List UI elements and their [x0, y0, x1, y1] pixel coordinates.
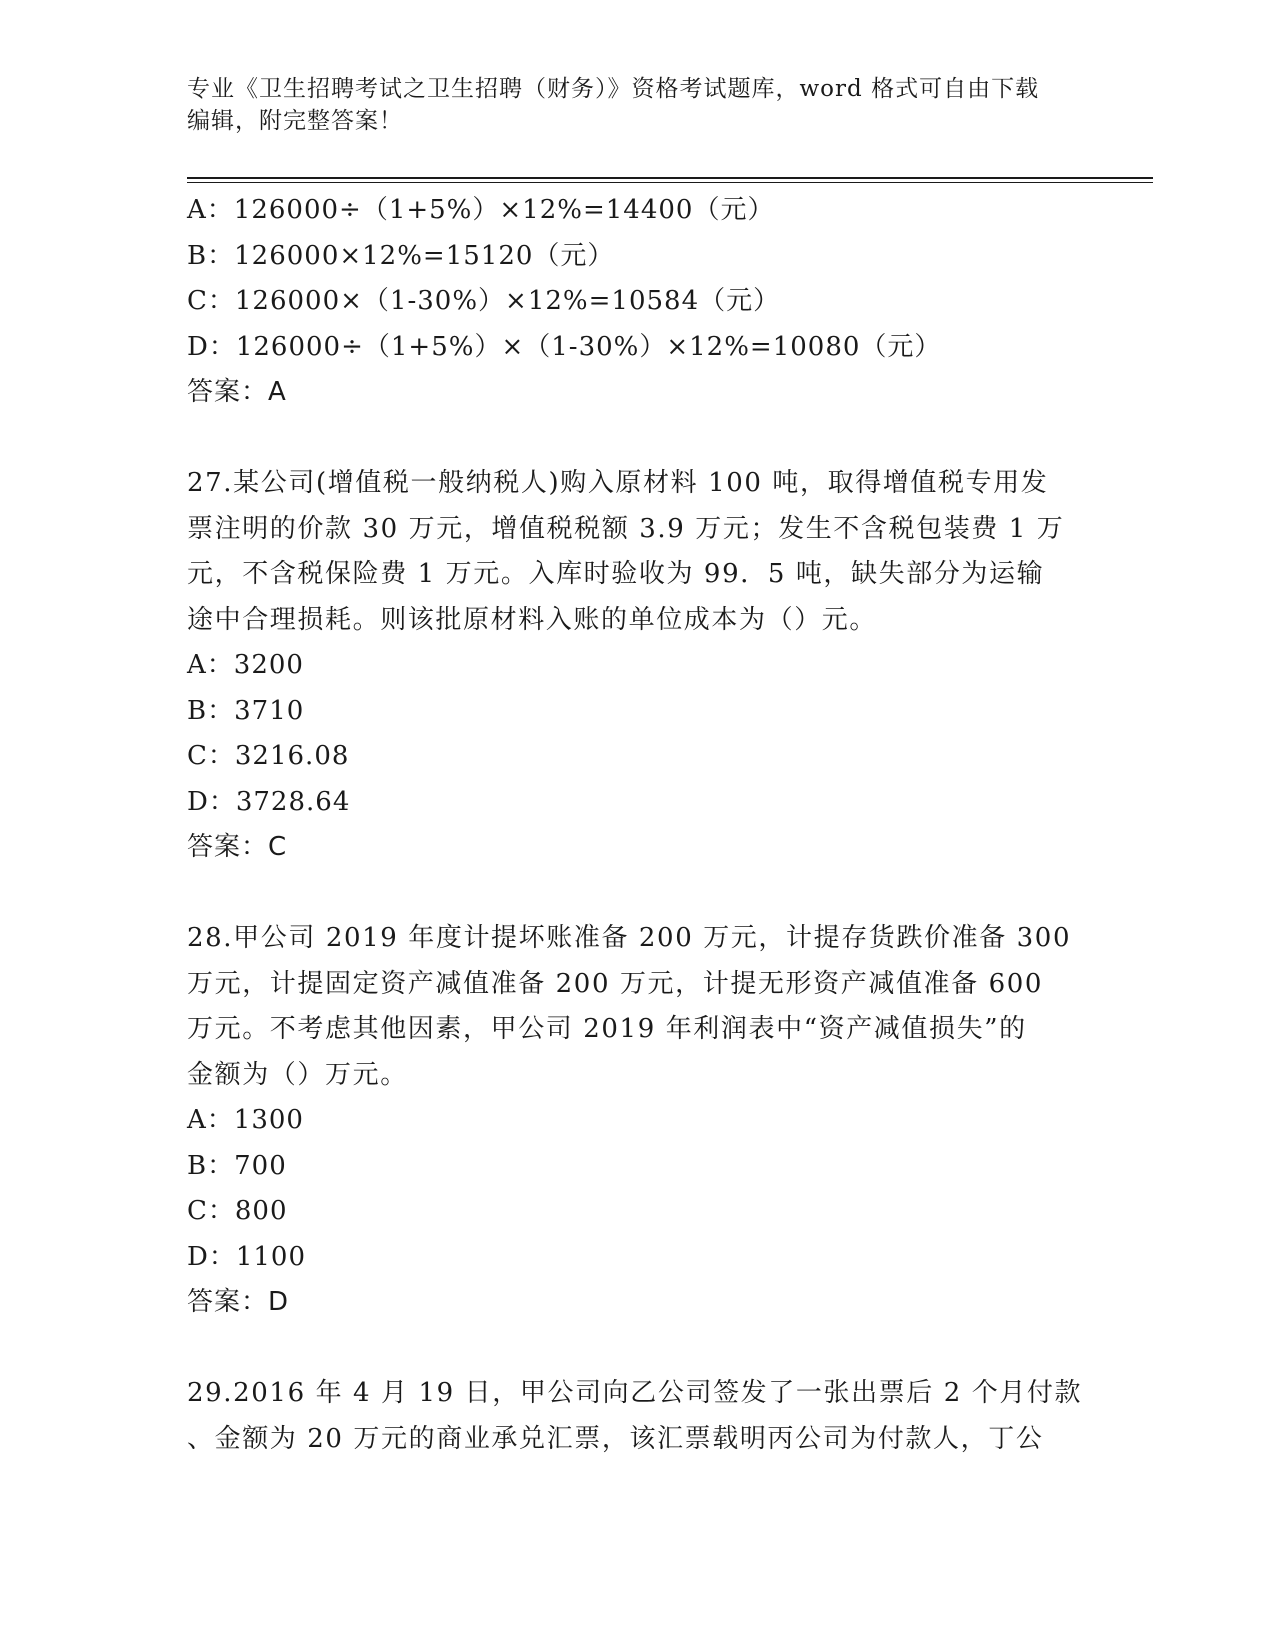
option-d: D：1100	[187, 1241, 307, 1272]
question-text-line: 28.甲公司 2019 年度计提坏账准备 200 万元，计提存货跌价准备 300	[187, 923, 1072, 953]
header-divider-thin	[187, 182, 1153, 183]
option-b: B：126000×12%=15120（元）	[187, 240, 615, 271]
question-text	[187, 1371, 1083, 1462]
question-28	[187, 916, 1087, 1326]
option-b: B：3710	[187, 695, 305, 726]
option-a: A：126000÷（1+5%）×12%=14400（元）	[187, 195, 775, 225]
question-text-line: 金额为（）万元。	[187, 1059, 408, 1090]
question-26	[187, 188, 1087, 416]
option-a: A：1300	[187, 1105, 304, 1135]
option-b: B：700	[187, 1150, 287, 1181]
question-text	[187, 916, 1077, 1098]
question-27	[187, 461, 1087, 871]
option-c: C：800	[187, 1196, 288, 1226]
question-text-line: 27.某公司(增值税一般纳税人)购入原材料 100 吨，取得增值税专用发	[187, 468, 1049, 498]
option-d: D：3728.64	[187, 786, 351, 817]
document-body	[187, 188, 1087, 1462]
header-divider	[187, 177, 1153, 179]
question-text-line: 万元。不考虑其他因素，甲公司 2019 年利润表中“资产减值损失”的	[187, 1014, 1027, 1044]
answer-line: 答案：D	[187, 1287, 290, 1317]
question-text-line: 票注明的价款 30 万元，增值税税额 3.9 万元；发生不含税包装费 1 万	[187, 513, 1065, 544]
option-c: C：126000×（1-30%）×12%=10584（元）	[187, 286, 781, 316]
question-text-line: 元，不含税保险费 1 万元。入库时验收为 99．5 吨，缺失部分为运输	[187, 559, 1045, 589]
question-text	[187, 461, 1077, 643]
answer-line: 答案：C	[187, 832, 288, 862]
answer-line: 答案：A	[187, 377, 287, 407]
question-29	[187, 1371, 1087, 1462]
option-c: C：3216.08	[187, 741, 350, 771]
page-header	[187, 73, 1087, 137]
question-text-line: 29.2016 年 4 月 19 日，甲公司向乙公司签发了一张出票后 2 个月付款	[187, 1378, 1083, 1408]
spacer	[187, 871, 1087, 917]
option-a: A：3200	[187, 650, 304, 680]
spacer	[187, 1326, 1087, 1372]
spacer	[187, 416, 1087, 462]
header-title-line-1: 专业《卫生招聘考试之卫生招聘（财务）》资格考试题库，word 格式可自由下载	[187, 76, 1040, 102]
option-d: D：126000÷（1+5%）×（1-30%）×12%=10080（元）	[187, 331, 942, 362]
question-text-line: 途中合理损耗。则该批原材料入账的单位成本为（）元。	[187, 604, 878, 635]
question-text-line: 万元，计提固定资产减值准备 200 万元，计提无形资产减值准备 600	[187, 968, 1044, 999]
header-title-line-2: 编辑，附完整答案！	[187, 108, 403, 134]
question-text-line: 、金额为 20 万元的商业承兑汇票，该汇票载明丙公司为付款人，丁公	[187, 1423, 1044, 1454]
